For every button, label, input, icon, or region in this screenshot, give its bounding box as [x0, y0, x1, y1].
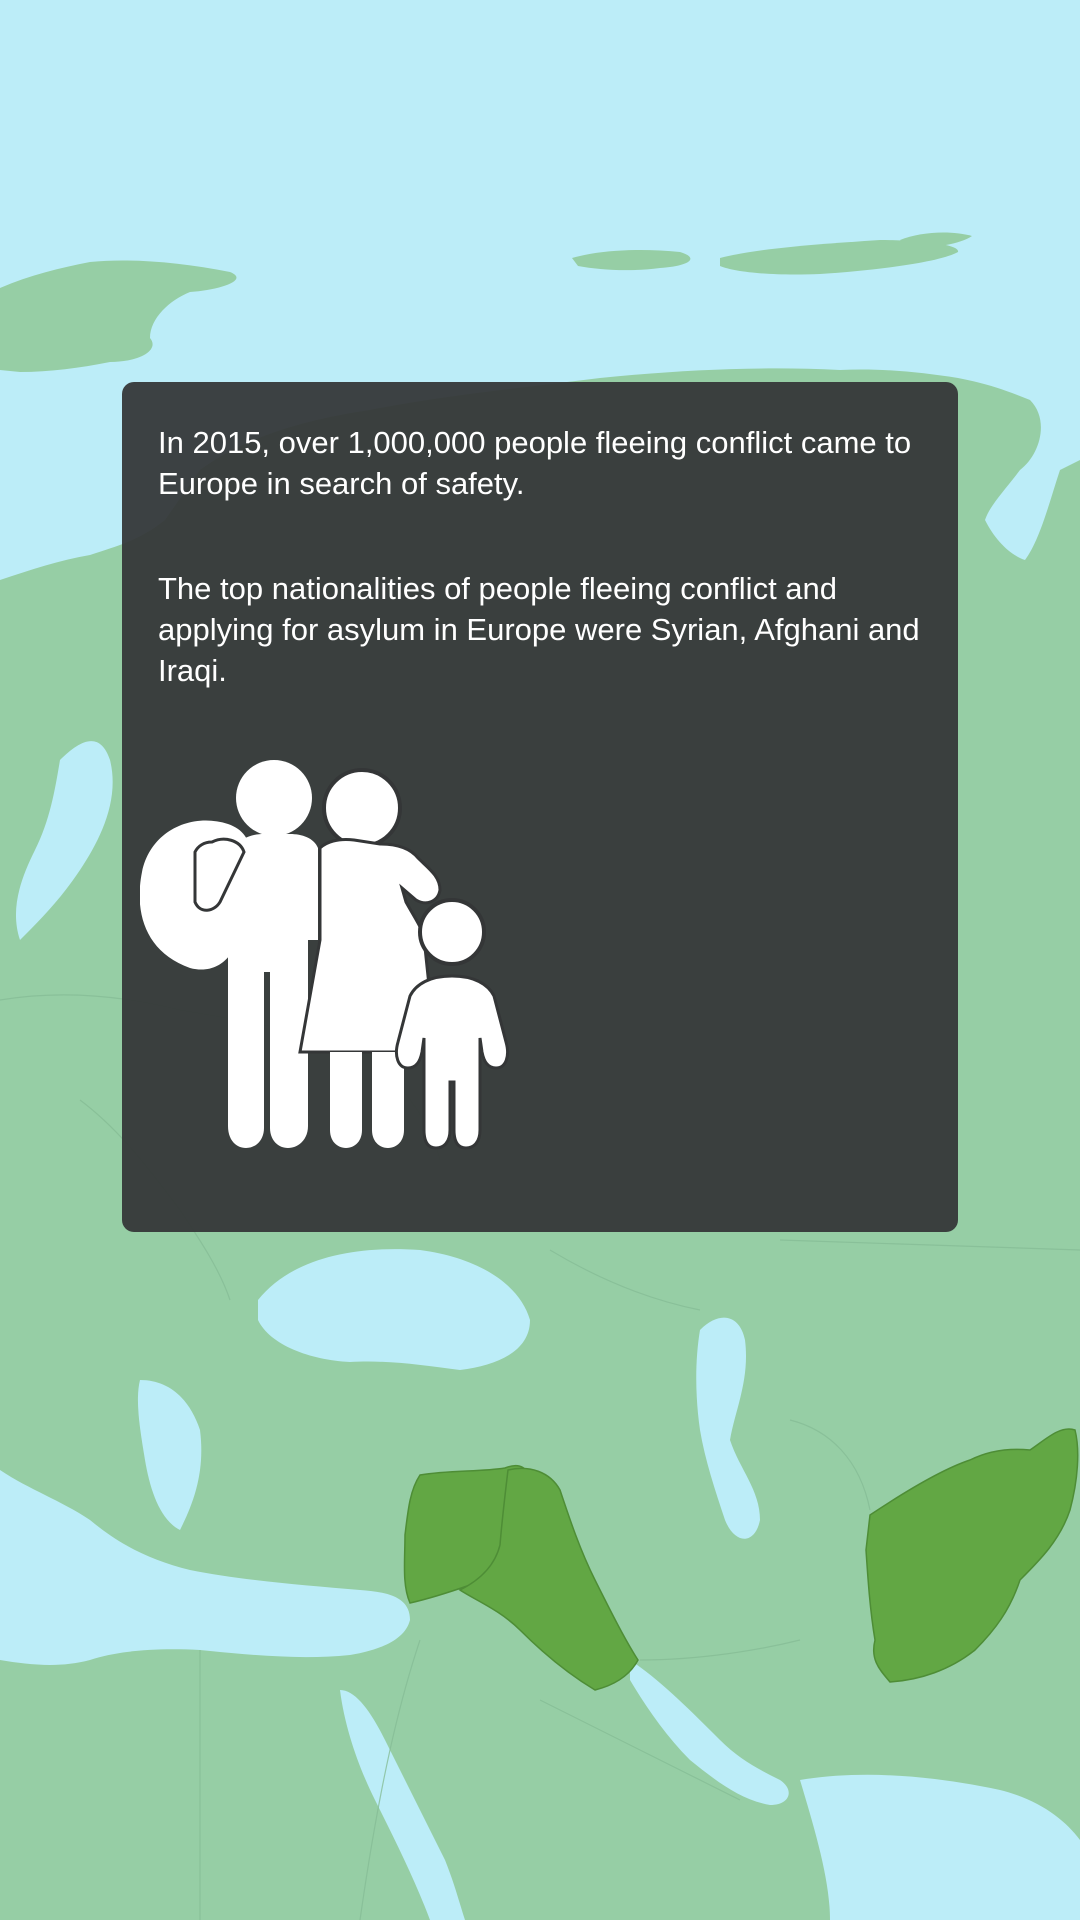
family-with-bag-icon — [140, 752, 536, 1162]
mother-legs — [330, 1052, 404, 1148]
child-body — [396, 976, 507, 1148]
father-body — [228, 834, 318, 1148]
father-head — [236, 760, 312, 836]
info-card — [122, 382, 958, 1232]
nationalities-paragraph: The top nationalities of people fleeing conflict and applying for asylum in Europe were Syrian, Afghani and Iraqi. — [158, 571, 920, 688]
intro-paragraph: In 2015, over 1,000,000 people fleeing conflict came to Europe in search of safety. — [158, 425, 912, 501]
mother-head — [324, 770, 400, 846]
child-head — [420, 900, 484, 964]
